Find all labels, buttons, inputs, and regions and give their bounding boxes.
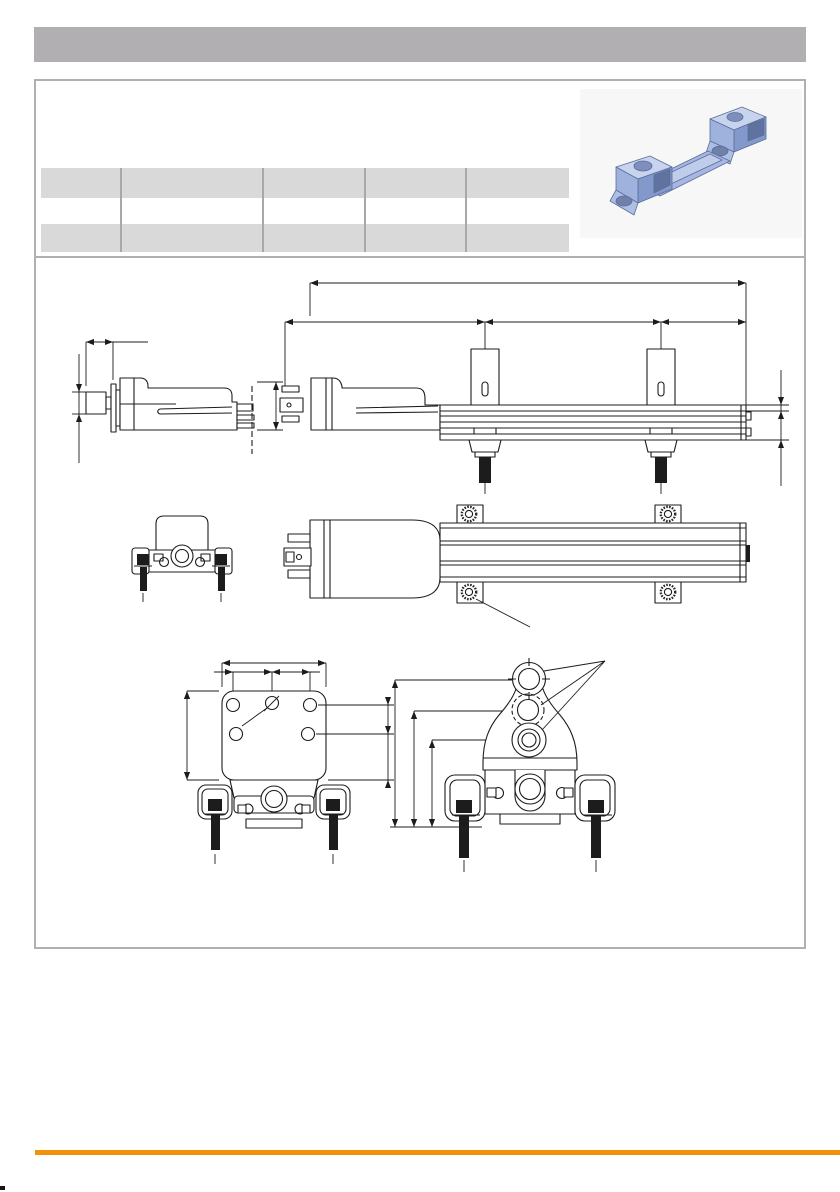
table-cell [263,168,365,198]
content-panel [34,79,806,949]
table-cell [121,198,263,224]
column-divider [262,168,264,252]
product-photo [580,89,802,238]
technical-drawing [36,258,804,947]
front-view-adapter-plate [187,663,394,864]
table-cell [41,224,121,252]
spec-table [41,168,569,252]
side-view-with-connector [72,339,283,463]
table-cell [466,168,569,198]
front-view-sensor-positions [390,658,615,872]
table-cell [365,168,466,198]
table-cell [263,224,365,252]
table-cell [466,198,569,224]
column-divider [465,168,467,252]
column-divider [120,168,122,252]
table-cell [121,224,263,252]
table-cell [41,168,121,198]
footer-accent-rule [35,1150,840,1155]
column-divider [364,168,366,252]
page-corner-mark [0,1186,5,1190]
end-view-on-rail-clamp [132,516,232,602]
table-cell [466,224,569,252]
table-cell [41,198,121,224]
table-cell [263,198,365,224]
title-bar [34,27,806,62]
top-view-rail-with-mounting-tabs [284,505,750,627]
side-view-mounted-on-rail [280,283,789,494]
bracket-3d-render [580,89,802,238]
table-cell [365,198,466,224]
table-cell [365,224,466,252]
table-cell [121,168,263,198]
